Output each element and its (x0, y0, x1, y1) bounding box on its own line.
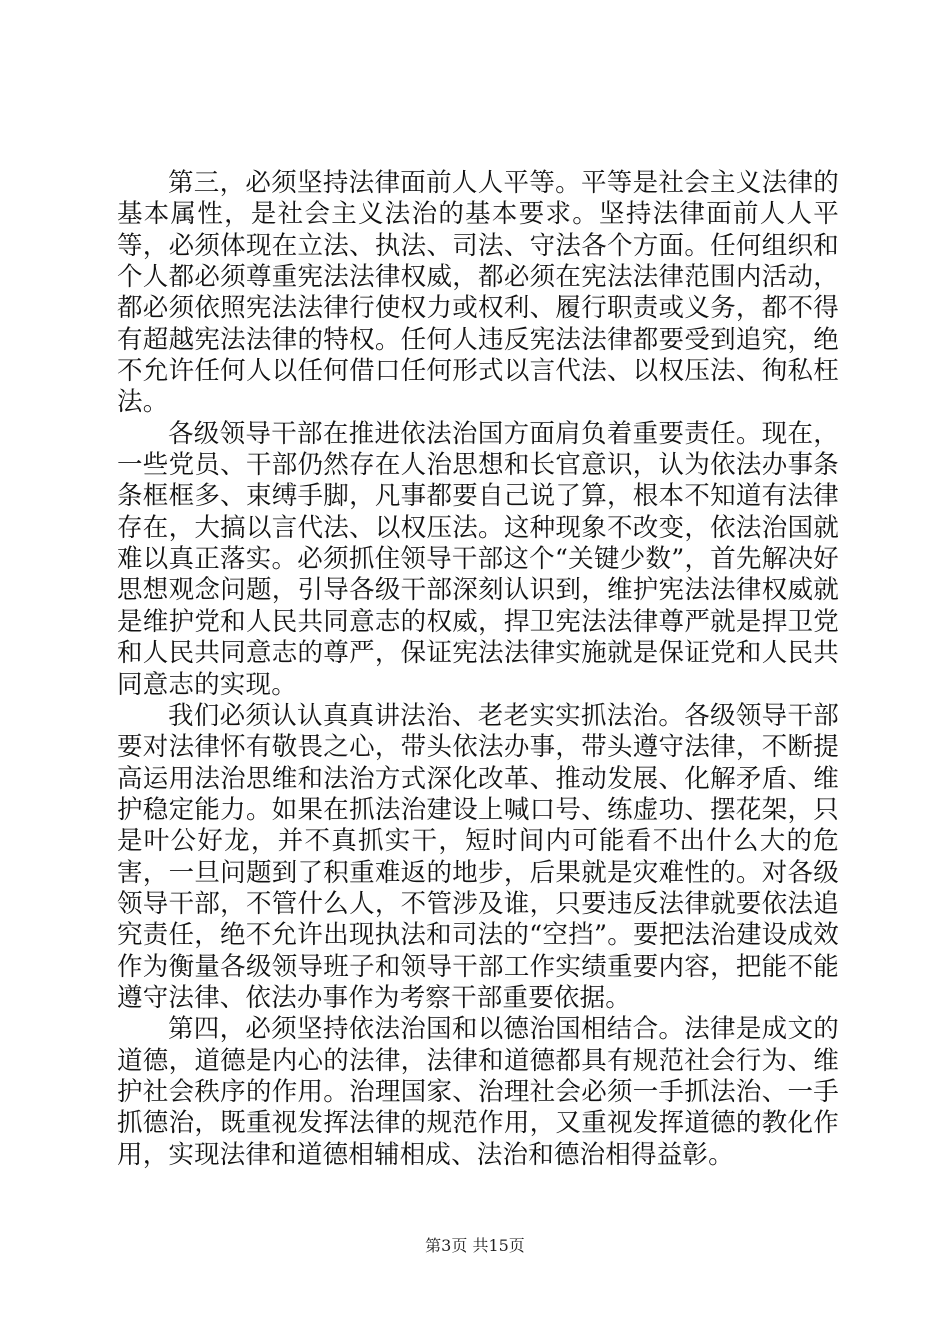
paragraph-4: 第四，必须坚持依法治国和以德治国相结合。法律是成文的道德，道德是内心的法律，法律和道德都具有规范社会行为、维护社会秩序的作用。治理国家、治理社会必须一手抓法治、一手抓德治，既重视发挥法律的规范作用，又重视发挥道德的教化作用，实现法律和道德相辅相成、法治和德治相得益彰。 (117, 1014, 839, 1170)
paragraph-3: 我们必须认认真真讲法治、老老实实抓法治。各级领导干部要对法律怀有敬畏之心，带头依法办事，带头遵守法律，不断提高运用法治思维和法治方式深化改革、推动发展、化解矛盾、维护稳定能力。如果在抓法治建设上喊口号、练虚功、摆花架，只是叶公好龙，并不真抓实干，短时间内可能看不出什么大的危害，一旦问题到了积重难返的地步，后果就是灾难性的。对各级领导干部，不管什么人，不管涉及谁，只要违反法律就要依法追究责任，绝不允许出现执法和司法的“空挡”。要把法治建设成效作为衡量各级领导班子和领导干部工作实绩重要内容，把能不能遵守法律、依法办事作为考察干部重要依据。 (117, 700, 839, 1013)
page-footer: 第3页 共15页 (425, 1236, 525, 1255)
paragraph-1: 第三，必须坚持法律面前人人平等。平等是社会主义法律的基本属性，是社会主义法治的基本要求。坚持法律面前人人平等，必须体现在立法、执法、司法、守法各个方面。任何组织和个人都必须尊重宪法法律权威，都必须在宪法法律范围内活动，都必须依照宪法法律行使权力或权利、履行职责或义务，都不得有超越宪法法律的特权。任何人违反宪法法律都要受到追究，绝不允许任何人以任何借口任何形式以言代法、以权压法、徇私枉法。 (117, 168, 839, 418)
paragraph-2: 各级领导干部在推进依法治国方面肩负着重要责任。现在，一些党员、干部仍然存在人治思想和长官意识，认为依法办事条条框框多、束缚手脚，凡事都要自己说了算，根本不知道有法律存在，大搞以言代法、以权压法。这种现象不改变，依法治国就难以真正落实。必须抓住领导干部这个“关键少数”，首先解决好思想观念问题，引导各级干部深刻认识到，维护宪法法律权威就是维护党和人民共同意志的权威，捍卫宪法法律尊严就是捍卫党和人民共同意志的尊严，保证宪法法律实施就是保证党和人民共同意志的实现。 (117, 418, 839, 700)
body-text (117, 168, 839, 1171)
